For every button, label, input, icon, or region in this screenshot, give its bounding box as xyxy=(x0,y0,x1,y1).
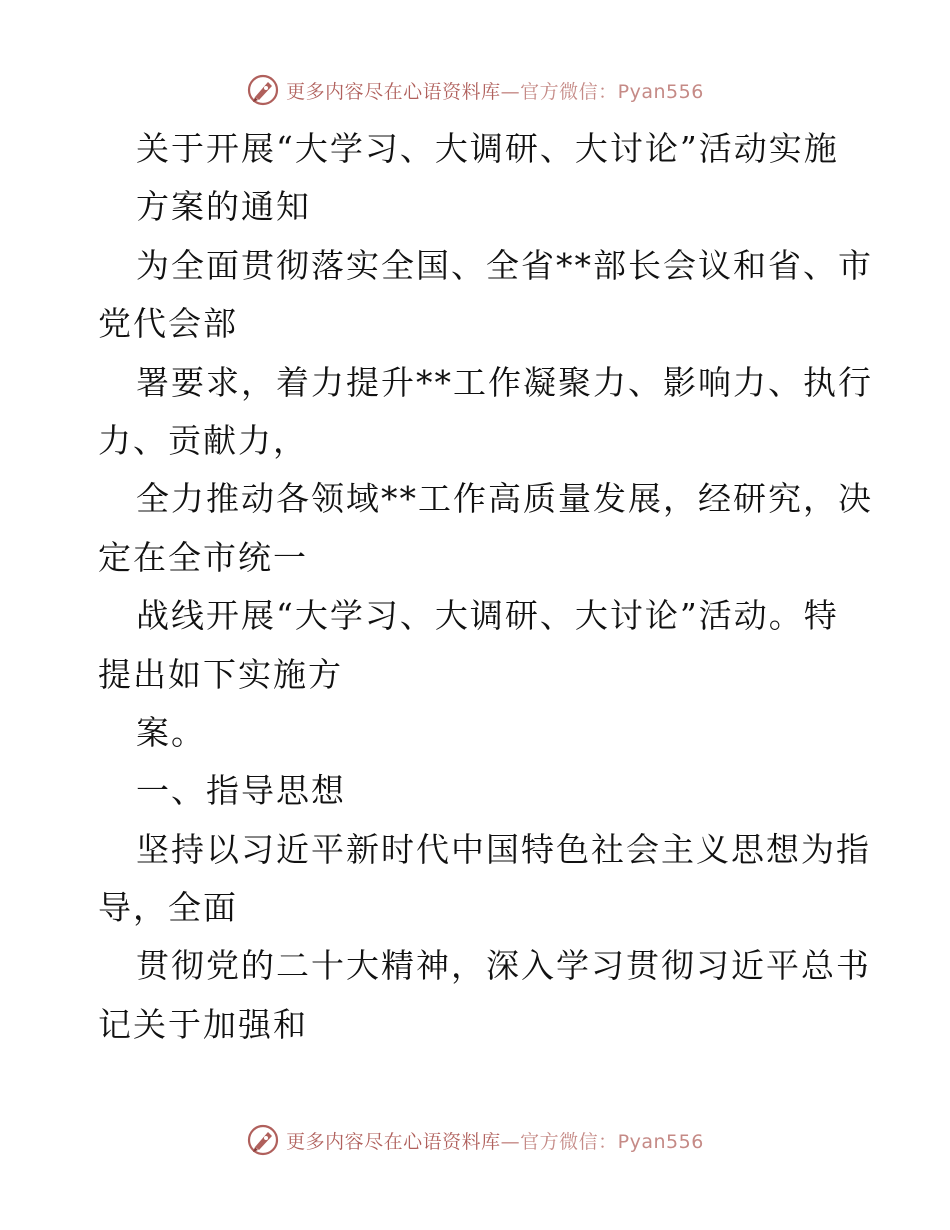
paragraph-line: 署要求，着力提升**工作凝聚力、影响力、执行 xyxy=(136,362,873,402)
paragraph-line: 全力推动各领域**工作高质量发展，经研究，决 xyxy=(136,479,873,519)
paragraph-line: 战线开展“大学习、大调研、大讨论”活动。特 xyxy=(136,596,839,636)
watermark-text xyxy=(286,1127,704,1154)
watermark-wechat-text: —官方微信：Pyan556 xyxy=(500,80,704,103)
watermark-text xyxy=(286,77,704,104)
paragraph-line: 案。 xyxy=(136,712,206,752)
watermark-main-text: 更多内容尽在心语资料库 xyxy=(286,80,501,103)
paragraph-line: 提出如下实施方 xyxy=(98,654,343,694)
watermark-main-text: 更多内容尽在心语资料库 xyxy=(286,1130,501,1153)
paragraph-line: 坚持以习近平新时代中国特色社会主义思想为指 xyxy=(136,829,871,869)
paragraph-line: 党代会部 xyxy=(98,304,238,344)
watermark-wechat-text: —官方微信：Pyan556 xyxy=(500,1130,704,1153)
paragraph-line: 为全面贯彻落实全国、全省**部长会议和省、市 xyxy=(136,245,873,285)
header-watermark xyxy=(0,70,950,110)
footer-watermark xyxy=(0,1120,950,1160)
paragraph-line: 贯彻党的二十大精神，深入学习贯彻习近平总书 xyxy=(136,946,871,986)
pen-logo-icon xyxy=(246,1123,280,1157)
document-title-line-1: 关于开展“大学习、大调研、大讨论”活动实施 xyxy=(136,129,839,168)
paragraph-line: 导，全面 xyxy=(98,888,238,928)
document-title-line-2: 方案的通知 xyxy=(136,187,311,227)
paragraph-line: 力、贡献力， xyxy=(98,420,308,460)
section-heading: 一、指导思想 xyxy=(136,771,346,811)
pen-logo-icon xyxy=(246,73,280,107)
paragraph-line: 定在全市统一 xyxy=(98,537,308,577)
document-body xyxy=(98,120,873,1054)
paragraph-line: 记关于加强和 xyxy=(98,1004,308,1044)
